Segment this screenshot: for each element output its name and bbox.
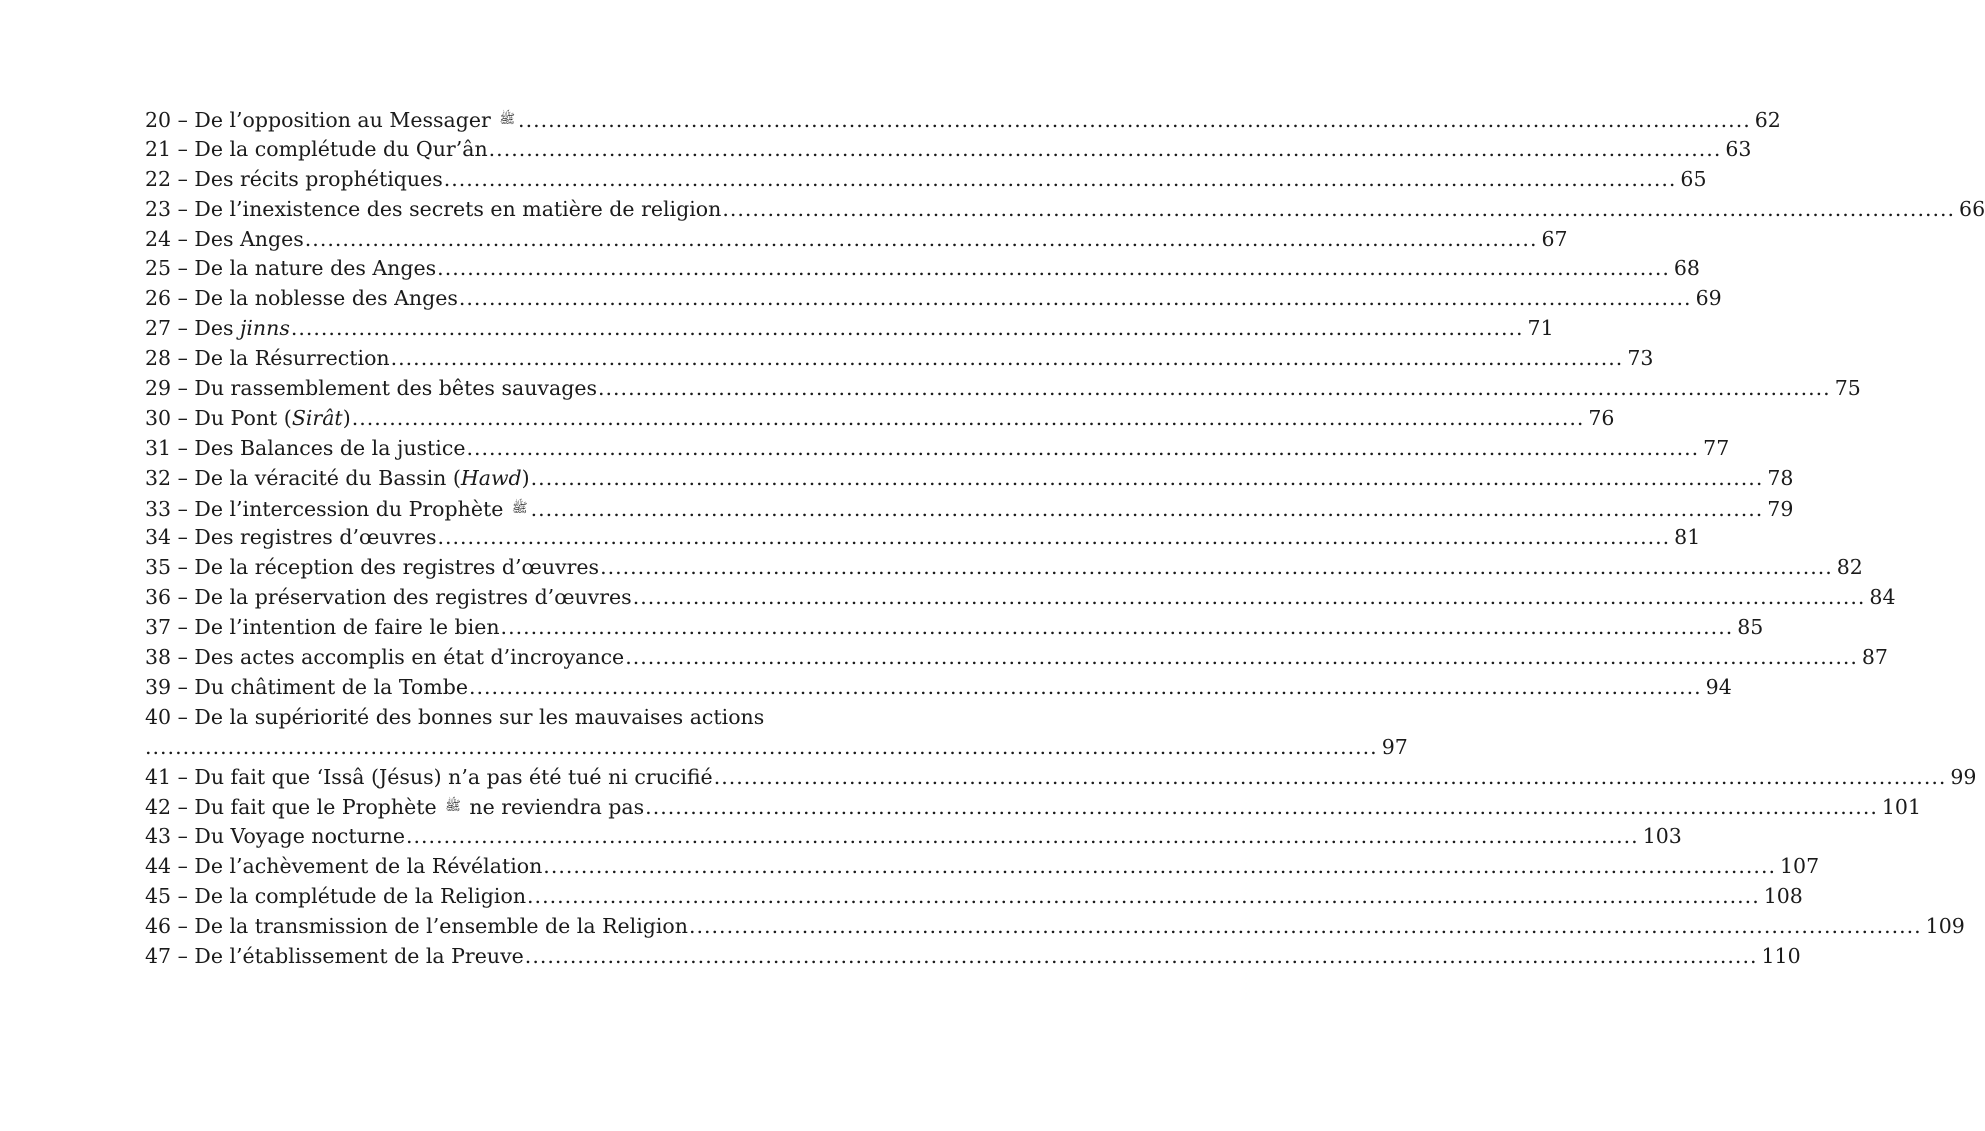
toc-entry-number: 26 <box>145 286 172 311</box>
toc-entry-continuation <box>145 733 1408 763</box>
toc-entry-page: 101 <box>1881 795 1921 820</box>
toc-entry-text: Des <box>194 316 240 341</box>
toc-leader-dots <box>598 374 1831 404</box>
toc-entry-text: De la véracité du Bassin ( <box>194 465 461 490</box>
toc-entry-title: 30 – Du Pont (Sirât) <box>145 405 351 430</box>
toc-entry-number: 33 <box>145 496 172 521</box>
toc-entry-title: 38 – Des actes accomplis en état d’incroyance <box>145 645 625 670</box>
toc-leader-dots <box>531 495 1764 525</box>
toc-entry-page: 84 <box>1869 585 1896 610</box>
toc-entry <box>145 284 1722 314</box>
toc-entry-title: 28 – De la Résurrection <box>145 346 390 371</box>
toc-entry-number: 23 <box>145 196 172 221</box>
toc-leader-dots <box>489 135 1722 165</box>
toc-entry-number: 34 <box>145 525 172 550</box>
toc-leader-dots <box>527 882 1760 912</box>
toc-entry <box>145 643 1888 673</box>
toc-entry-page: 73 <box>1627 346 1654 371</box>
toc-entry-text: De la complétude du Qur’ân <box>194 136 488 161</box>
toc-entry-text: De l’établissement de la Preuve <box>194 943 524 968</box>
toc-entry-number: 32 <box>145 465 172 490</box>
toc-entry-page: 78 <box>1767 465 1794 490</box>
toc-entry-page: 62 <box>1754 108 1781 132</box>
toc-entry <box>145 523 1701 553</box>
toc-leader-dots <box>689 912 1922 942</box>
toc-leader-dots <box>714 763 1947 793</box>
toc-entry-italic: jinns <box>240 316 290 341</box>
toc-entry-text: De l’opposition au Messager <box>194 108 491 132</box>
toc-entry-page: 99 <box>1950 764 1977 789</box>
toc-entry-title: 33 – De l’intercession du Prophète ﷺ <box>145 494 530 525</box>
toc-entry-title: 41 – Du fait que ‘Issâ (Jésus) n’a pas été tué ni crucifié <box>145 764 713 789</box>
toc-entry-page: 82 <box>1836 555 1863 580</box>
toc-leader-dots <box>437 254 1670 284</box>
toc-entry-page: 68 <box>1673 256 1700 281</box>
toc-entry-title: 23 – De l’inexistence des secrets en matière de religion <box>145 196 722 221</box>
toc-entry-title: 35 – De la réception des registres d’œuvres <box>145 555 600 580</box>
toc-entry-title: 45 – De la complétude de la Religion <box>145 884 527 909</box>
toc-entry-page: 79 <box>1767 496 1794 521</box>
toc-entry-text: Des récits prophétiques <box>194 166 443 191</box>
toc-entry-title: 46 – De la transmission de l’ensemble de la Religion <box>145 914 688 939</box>
toc-entry-title: 24 – Des Anges <box>145 226 304 251</box>
toc-entry <box>145 583 1896 613</box>
toc-entry-text: Du Pont ( <box>194 405 292 430</box>
toc-leader-dots <box>391 344 1624 374</box>
toc-entry-text: Du rassemblement des bêtes sauvages <box>194 376 597 401</box>
toc-leader-dots <box>444 165 1677 195</box>
toc-leader-dots <box>543 852 1776 882</box>
toc-leader-dots <box>600 553 1833 583</box>
salutation-glyph: ﷺ <box>499 112 516 127</box>
toc-leader-dots <box>531 464 1764 494</box>
toc-entry-text: Des Balances de la justice <box>194 435 466 460</box>
toc-entry <box>145 912 1965 942</box>
toc-entry-number: 37 <box>145 615 172 640</box>
table-of-contents <box>145 105 1985 972</box>
toc-entry-title: 27 – Des jinns <box>145 316 290 341</box>
toc-leader-dots <box>633 583 1866 613</box>
toc-entry-number: 41 <box>145 764 172 789</box>
toc-entry-text: Du châtiment de la Tombe <box>194 674 468 699</box>
toc-leader-dots <box>305 225 1538 255</box>
toc-entry-page: 76 <box>1588 405 1615 430</box>
toc-entry-number: 46 <box>145 914 172 939</box>
toc-entry-text: Des Anges <box>194 226 304 251</box>
toc-entry <box>145 195 1985 225</box>
toc-entry-page: 97 <box>1381 734 1408 759</box>
toc-entry-text: De la préservation des registres d’œuvres <box>194 585 632 610</box>
toc-entry-title: 31 – Des Balances de la justice <box>145 435 466 460</box>
toc-entry <box>145 792 1921 822</box>
toc-leader-dots <box>291 314 1524 344</box>
toc-entry-number: 25 <box>145 256 172 281</box>
toc-leader-dots <box>525 942 1758 972</box>
toc-entry <box>145 135 1752 165</box>
toc-entry <box>145 105 1781 135</box>
toc-entry-text: De l’inexistence des secrets en matière de religion <box>194 196 722 221</box>
toc-entry <box>145 852 1820 882</box>
toc-entry-page: 107 <box>1779 854 1820 879</box>
toc-entry-number: 40 <box>145 704 172 729</box>
toc-entry-page: 71 <box>1527 316 1554 341</box>
toc-entry-text: De l’intention de faire le bien <box>194 615 500 640</box>
toc-entry-number: 38 <box>145 645 172 670</box>
toc-entry-number: 30 <box>145 405 172 430</box>
toc-entry <box>145 703 765 733</box>
toc-leader-dots <box>437 523 1670 553</box>
toc-entry-page: 110 <box>1761 943 1801 968</box>
toc-entry <box>145 314 1554 344</box>
toc-entry-number: 27 <box>145 316 172 341</box>
toc-entry-title: 25 – De la nature des Anges <box>145 256 437 281</box>
toc-entry-text: Du Voyage nocturne <box>194 824 405 849</box>
toc-entry-text: De la supériorité des bonnes sur les mauvaises actions <box>194 704 765 729</box>
toc-entry-page: 108 <box>1763 884 1803 909</box>
toc-entry-italic: Hawd <box>460 465 522 490</box>
toc-entry-page: 67 <box>1541 226 1568 251</box>
toc-entry-text: Des registres d’œuvres <box>194 525 437 550</box>
toc-entry-text: De la noblesse des Anges <box>194 286 458 311</box>
toc-entry <box>145 404 1615 434</box>
toc-entry <box>145 225 1568 255</box>
toc-entry-text: De la Résurrection <box>194 346 390 371</box>
toc-entry <box>145 434 1730 464</box>
toc-entry <box>145 553 1863 583</box>
toc-entry-title: 21 – De la complétude du Qur’ân <box>145 136 488 161</box>
toc-entry-text-after: ) <box>342 405 351 430</box>
toc-entry-text: De la complétude de la Religion <box>194 884 527 909</box>
toc-leader-dots <box>469 673 1702 703</box>
toc-leader-dots <box>352 404 1585 434</box>
toc-entry <box>145 254 1700 284</box>
toc-entry-title: 39 – Du châtiment de la Tombe <box>145 674 468 699</box>
toc-entry-number: 42 <box>145 795 172 820</box>
toc-entry-page: 94 <box>1705 674 1732 699</box>
toc-entry-title: 34 – Des registres d’œuvres <box>145 525 437 550</box>
toc-entry-number: 28 <box>145 346 172 371</box>
toc-entry-number: 29 <box>145 376 172 401</box>
toc-entry-title: 37 – De l’intention de faire le bien <box>145 615 500 640</box>
toc-entry-number: 36 <box>145 585 172 610</box>
toc-entry-text: De la réception des registres d’œuvres <box>194 555 600 580</box>
toc-entry-number: 20 <box>145 108 172 132</box>
toc-entry-title: 20 – De l’opposition au Messager ﷺ <box>145 105 517 136</box>
toc-entry-number: 44 <box>145 854 172 879</box>
toc-entry-page: 69 <box>1695 286 1722 311</box>
toc-entry-page: 81 <box>1674 525 1701 550</box>
toc-entry-title: 43 – Du Voyage nocturne <box>145 824 405 849</box>
toc-entry-number: 21 <box>145 136 172 161</box>
toc-entry <box>145 464 1794 494</box>
toc-entry <box>145 763 1977 793</box>
toc-entry-title: 47 – De l’établissement de la Preuve <box>145 943 524 968</box>
toc-entry-number: 39 <box>145 674 172 699</box>
toc-entry-number: 22 <box>145 166 172 191</box>
toc-entry-page: 103 <box>1642 824 1682 849</box>
toc-entry-page: 87 <box>1861 645 1888 670</box>
toc-entry <box>145 613 1764 643</box>
toc-entry-page: 66 <box>1959 196 1985 221</box>
toc-entry-title: 44 – De l’achèvement de la Révélation <box>145 854 543 879</box>
toc-entry-title: 29 – Du rassemblement des bêtes sauvages <box>145 376 597 401</box>
toc-entry-number: 43 <box>145 824 172 849</box>
toc-entry-text: De l’intercession du Prophète <box>194 496 504 521</box>
toc-entry-number: 24 <box>145 226 172 251</box>
toc-leader-dots <box>625 643 1858 673</box>
toc-entry-title: 42 – Du fait que le Prophète ﷺ ne reviendra pas <box>145 792 644 823</box>
toc-entry-title: 40 – De la supériorité des bonnes sur les mauvaises actions <box>145 704 765 729</box>
toc-entry-text-after: ne reviendra pas <box>469 795 645 820</box>
toc-entry-text: Du fait que ‘Issâ (Jésus) n’a pas été tué ni crucifié <box>194 764 713 789</box>
salutation-glyph: ﷺ <box>445 799 461 815</box>
toc-leader-dots <box>501 613 1734 643</box>
toc-entry <box>145 882 1803 912</box>
toc-entry-page: 63 <box>1725 136 1752 161</box>
toc-leader-dots <box>459 284 1692 314</box>
salutation-glyph: ﷺ <box>511 500 528 516</box>
toc-entry-page: 77 <box>1703 435 1730 460</box>
toc-entry-page: 85 <box>1737 615 1764 640</box>
toc-entry-title: 32 – De la véracité du Bassin (Hawd) <box>145 465 530 490</box>
toc-entry-number: 35 <box>145 555 172 580</box>
toc-entry <box>145 374 1861 404</box>
toc-entry <box>145 673 1732 703</box>
toc-entry-title: 26 – De la noblesse des Anges <box>145 286 458 311</box>
toc-entry-text: Du fait que le Prophète <box>194 795 437 820</box>
toc-leader-dots <box>722 195 1955 225</box>
toc-entry <box>145 165 1707 195</box>
toc-entry-text: Des actes accomplis en état d’incroyance <box>194 645 625 670</box>
toc-entry-page: 75 <box>1834 376 1861 401</box>
toc-leader-dots <box>645 793 1878 823</box>
toc-entry-text: De l’achèvement de la Révélation <box>194 854 543 879</box>
toc-entry <box>145 942 1801 972</box>
toc-entry-page: 109 <box>1925 914 1965 939</box>
toc-entry-text: De la transmission de l’ensemble de la Religion <box>194 914 688 939</box>
toc-entry <box>145 494 1794 524</box>
toc-entry-title: 22 – Des récits prophétiques <box>145 166 443 191</box>
toc-entry-number: 47 <box>145 943 172 968</box>
toc-entry <box>145 344 1654 374</box>
toc-leader-dots <box>145 733 1378 763</box>
toc-entry-number: 31 <box>145 435 172 460</box>
toc-entry-text-after: ) <box>521 465 530 490</box>
toc-entry-number: 45 <box>145 884 172 909</box>
toc-entry-text: De la nature des Anges <box>194 256 437 281</box>
toc-leader-dots <box>518 106 1751 136</box>
toc-entry-page: 65 <box>1680 166 1707 191</box>
toc-leader-dots <box>466 434 1699 464</box>
toc-leader-dots <box>406 822 1639 852</box>
toc-entry-italic: Sirât <box>291 405 343 430</box>
toc-entry-title: 36 – De la préservation des registres d’œuvres <box>145 585 632 610</box>
toc-entry <box>145 822 1682 852</box>
